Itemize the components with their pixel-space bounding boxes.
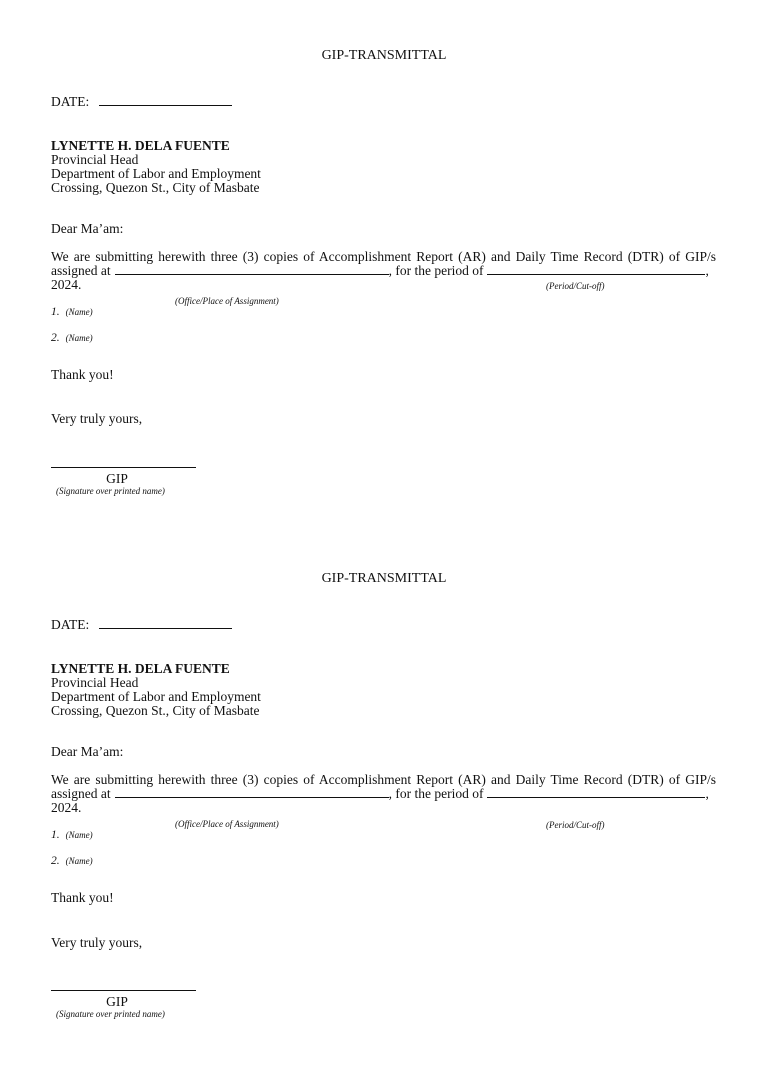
signature-line[interactable]: [51, 467, 196, 468]
recipient-block: [51, 139, 261, 195]
body-line-2: [51, 787, 716, 801]
name-item-1: [51, 829, 93, 841]
recipient-office: Department of Labor and Employment: [51, 166, 261, 181]
name-placeholder: (Name): [65, 830, 93, 840]
for-period-text: , for the period of: [388, 263, 484, 278]
signature-caption: (Signature over printed name): [56, 486, 165, 496]
body-paragraph: [51, 250, 716, 292]
recipient-name: LYNETTE H. DELA FUENTE: [51, 138, 230, 153]
name-number: 1.: [51, 829, 60, 841]
office-caption: (Office/Place of Assignment): [175, 819, 279, 829]
thanks-text: Thank you!: [51, 890, 114, 905]
salutation: Dear Ma’am:: [51, 744, 124, 759]
form-title: GIP-TRANSMITTAL: [321, 571, 447, 586]
comma-text: ,: [705, 786, 709, 801]
form-title: GIP-TRANSMITTAL: [321, 48, 447, 63]
date-label: DATE:: [51, 617, 90, 632]
period-field[interactable]: [487, 787, 705, 798]
salutation: Dear Ma’am:: [51, 221, 124, 236]
assigned-at-text: assigned at: [51, 786, 111, 801]
body-year: 2024.: [51, 277, 82, 292]
name-item-2: [51, 855, 93, 867]
signature-line[interactable]: [51, 990, 196, 991]
date-row: [51, 94, 232, 110]
recipient-office: Department of Labor and Employment: [51, 689, 261, 704]
recipient-address: Crossing, Quezon St., City of Masbate: [51, 180, 260, 195]
assigned-at-text: assigned at: [51, 263, 111, 278]
period-caption: (Period/Cut-off): [546, 281, 605, 291]
transmittal-form-2: [0, 571, 768, 1083]
recipient-address: Crossing, Quezon St., City of Masbate: [51, 703, 260, 718]
office-caption: (Office/Place of Assignment): [175, 296, 279, 306]
transmittal-form-1: [0, 48, 768, 560]
name-item-2: [51, 332, 93, 344]
recipient-position: Provincial Head: [51, 675, 139, 690]
body-year: 2024.: [51, 800, 82, 815]
body-line-1: We are submitting herewith three (3) copies of Accomplishment Report (AR) and Daily Time Record (DTR) of GIP/s: [51, 772, 716, 787]
recipient-position: Provincial Head: [51, 152, 139, 167]
name-number: 1.: [51, 306, 60, 318]
date-field[interactable]: [99, 618, 232, 629]
office-field[interactable]: [115, 787, 389, 798]
name-number: 2.: [51, 855, 60, 867]
name-placeholder: (Name): [65, 307, 93, 317]
date-field[interactable]: [99, 95, 232, 106]
closing-text: Very truly yours,: [51, 935, 143, 950]
body-line-1: We are submitting herewith three (3) copies of Accomplishment Report (AR) and Daily Time Record (DTR) of GIP/s: [51, 249, 716, 264]
body-line-2: [51, 264, 716, 278]
recipient-block: [51, 662, 261, 718]
signature-caption: (Signature over printed name): [56, 1009, 165, 1019]
date-row: [51, 617, 232, 633]
body-paragraph: [51, 773, 716, 815]
signatory-label: GIP: [106, 471, 128, 486]
name-placeholder: (Name): [65, 333, 93, 343]
thanks-text: Thank you!: [51, 367, 114, 382]
closing-text: Very truly yours,: [51, 411, 143, 426]
recipient-name: LYNETTE H. DELA FUENTE: [51, 661, 230, 676]
comma-text: ,: [705, 263, 709, 278]
period-caption: (Period/Cut-off): [546, 820, 605, 830]
office-field[interactable]: [115, 264, 389, 275]
name-number: 2.: [51, 332, 60, 344]
name-placeholder: (Name): [65, 856, 93, 866]
period-field[interactable]: [487, 264, 705, 275]
name-item-1: [51, 306, 93, 318]
signatory-label: GIP: [106, 994, 128, 1009]
date-label: DATE:: [51, 94, 90, 109]
for-period-text: , for the period of: [388, 786, 484, 801]
